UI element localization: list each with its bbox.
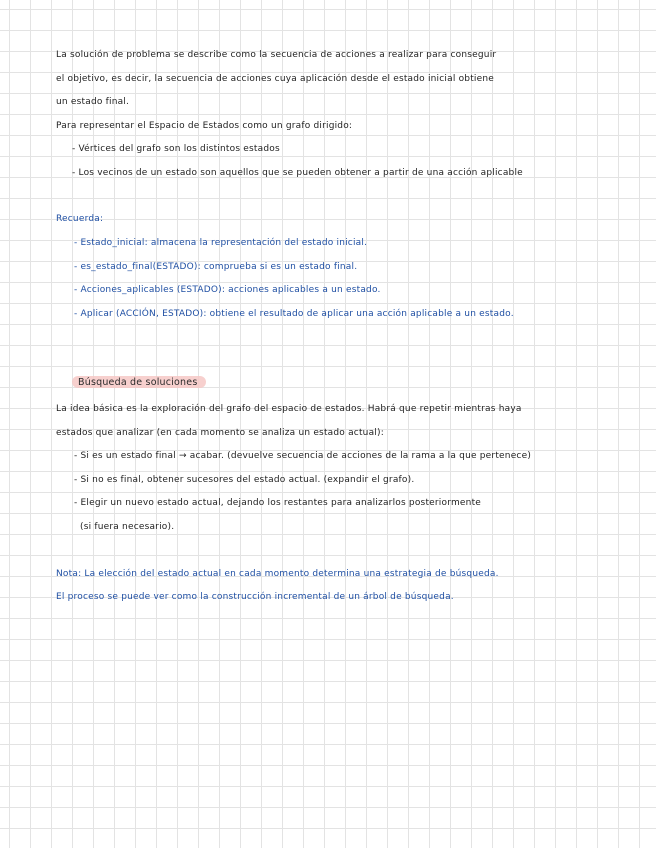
recuerda-item-es-estado-final: - es_estado_final(ESTADO): comprueba si es un estado final.	[74, 262, 358, 272]
intro-line-2: el objetivo, es decir, la secuencia de acciones cuya aplicación desde el estado inicial obtiene	[56, 74, 495, 84]
busqueda-item-elegir: - Elegir un nuevo estado actual, dejando los restantes para analizarlos posteriormente	[74, 498, 482, 508]
graph-item-neighbors: - Los vecinos de un estado son aquellos que se pueden obtener a partir de una acción aplicable	[72, 168, 523, 178]
busqueda-item-sucesores: - Si no es final, obtener sucesores del estado actual. (expandir el grafo).	[74, 475, 415, 485]
nota-line-1: Nota: La elección del estado actual en cada momento determina una estrategia de búsqueda.	[56, 569, 499, 579]
recuerda-label: Recuerda:	[56, 214, 104, 224]
busqueda-line-2: estados que analizar (en cada momento se analiza un estado actual):	[56, 428, 384, 438]
busqueda-line-1: La idea básica es la exploración del grafo del espacio de estados. Habrá que repetir mientras haya	[56, 404, 522, 414]
graph-intro: Para representar el Espacio de Estados como un grafo dirigido:	[56, 121, 353, 131]
recuerda-item-acciones: - Acciones_aplicables (ESTADO): acciones aplicables a un estado.	[74, 285, 381, 295]
nota-line-2: El proceso se puede ver como la construcción incremental de un árbol de búsqueda.	[56, 592, 454, 602]
busqueda-item-final: - Si es un estado final → acabar. (devuelve secuencia de acciones de la rama a la que pertenece)	[74, 451, 532, 461]
recuerda-item-aplicar: - Aplicar (ACCIÓN, ESTADO): obtiene el resultado de aplicar una acción aplicable a un estado.	[74, 309, 514, 319]
recuerda-item-estado-inicial: - Estado_inicial: almacena la representación del estado inicial.	[74, 238, 368, 248]
section-title: Búsqueda de soluciones	[78, 377, 198, 388]
intro-line-1: La solución de problema se describe como la secuencia de acciones a realizar para conseguir	[56, 50, 497, 60]
intro-line-3: un estado final.	[56, 97, 130, 107]
busqueda-item-elegir-cont: (si fuera necesario).	[80, 522, 175, 532]
graph-item-vertices: - Vértices del grafo son los distintos estados	[72, 144, 280, 154]
